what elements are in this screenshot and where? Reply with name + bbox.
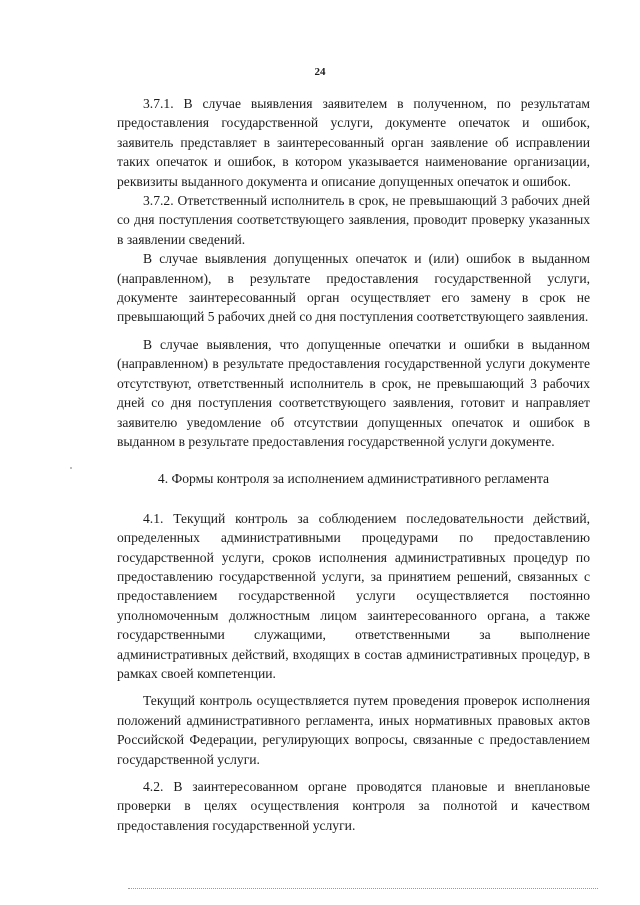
document-body [117,94,590,835]
paragraph-3-7-1: 3.7.1. В случае выявления заявителем в полученном, по результатам предоставления государственной услуги, документе опечаток и ошибок, заявитель представляет в заинтересованный орган заявление об исправлении таких опечаток и ошибок, в котором указывается наименование организации, реквизиты выданного документа и описание допущенных опечаток и ошибок. [117,96,590,189]
paragraph-current-control: Текущий контроль осуществляется путем проведения проверок исполнения положений административного регламента, иных нормативных правовых актов Российской Федерации, регулирующих вопросы, связанные с предоставлением государственной услуги. [117,693,590,767]
paragraph-no-errors: В случае выявления, что допущенные опечатки и ошибки в выданном (направленном) в результате предоставления государственной услуги документе отсутствуют, ответственный исполнитель в срок, не превышающий 3 рабочих дней со дня поступления соответствующего заявления, готовит и направляет заявителю уведомление об отсутствии допущенных опечаток и ошибок в выданном в результате предоставления государственной услуги документе. [117,336,590,449]
section-heading: 4. Формы контроля за исполнением административного регламента [157,471,550,487]
paragraph-4-2: 4.2. В заинтересованном органе проводятся плановые и внеплановые проверки в целях осуществления контроля за полнотой и качеством предоставления государственной услуги. [117,779,590,833]
scan-artifact [70,467,72,469]
scan-edge-line [128,888,598,889]
paragraph-3-7-2: 3.7.2. Ответственный исполнитель в срок, не превышающий 3 рабочих дней со дня поступления соответствующего заявления, проводит проверку указанных в заявлении сведений. [117,193,590,247]
paragraph-4-1: 4.1. Текущий контроль за соблюдением последовательности действий, определенных административными процедурами по предоставлению государственной услуги, сроков исполнения административных процедур по предоставлению государственной услуги, за принятием решений, связанных с предоставлением государственной услуги осуществляется постоянно уполномоченным должностным лицом заинтересованного органа, а также государственными служащими, ответственными за выполнение административных действий, входящих в состав административных процедур, в рамках своей компетенции. [117,510,590,681]
page-number: 24 [314,66,326,78]
paragraph-replacement: В случае выявления допущенных опечаток и (или) ошибок в выданном (направленном), в результате предоставления государственной услуги, документе заинтересованный орган осуществляет его замену в срок не превышающий 5 рабочих дней со дня поступления соответствующего заявления. [117,251,590,325]
